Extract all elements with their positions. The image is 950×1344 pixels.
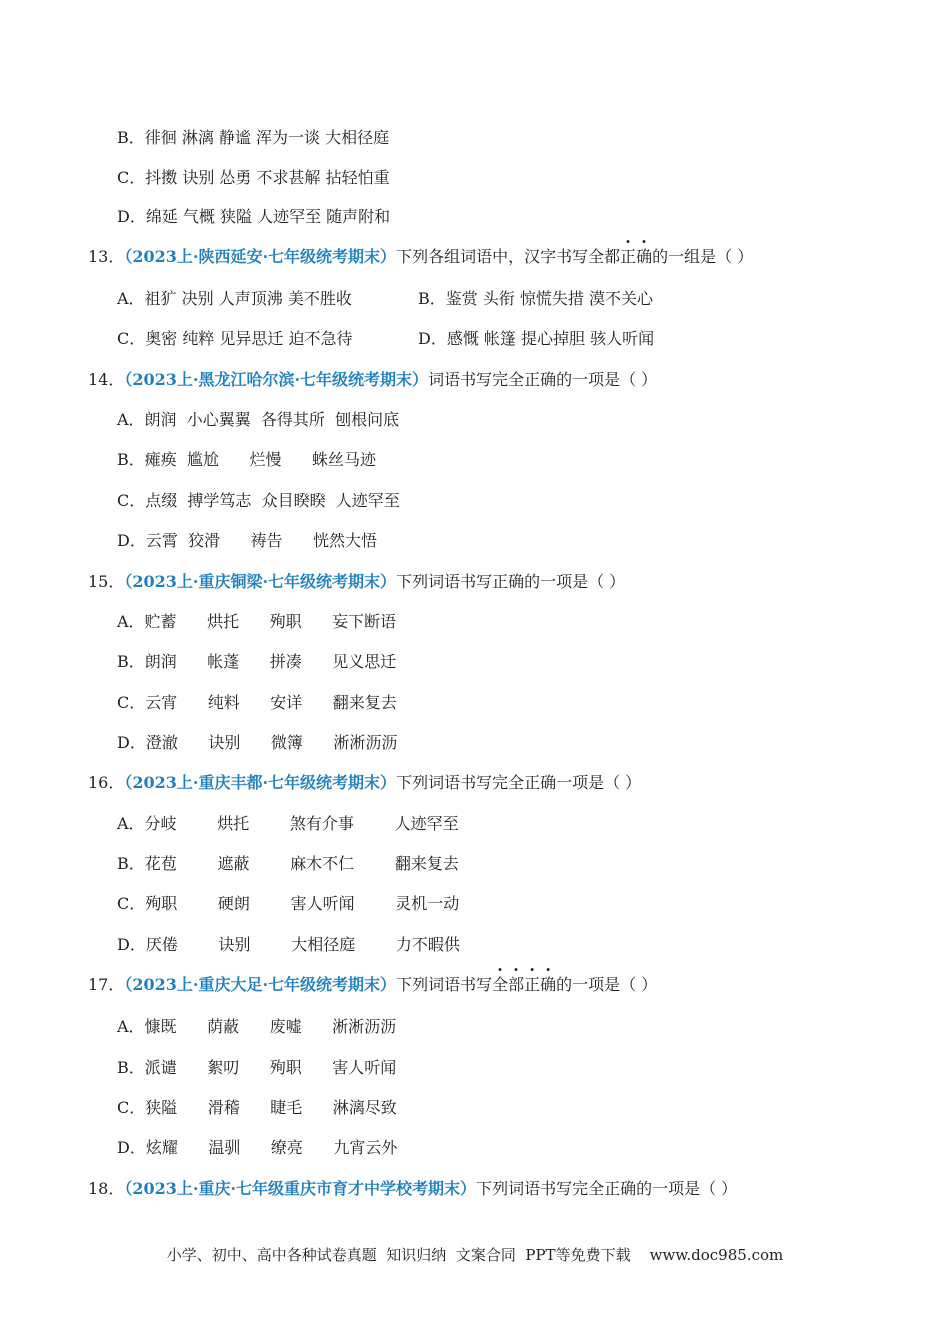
q14-option-c: C．点缀 搏学笃志 众目睽睽 人迹罕至: [117, 491, 400, 510]
q17-stem-text-a: 下列词语书写: [396, 975, 493, 994]
q16-source: （2023上·重庆丰都·七年级统考期末）: [124, 773, 397, 792]
q16-option-d: D．厌倦 诀别 大相径庭 力不暇供: [117, 935, 460, 954]
q17-stem: [88, 975, 657, 995]
q13-option-a: A．祖犷 决别 人声顶沸 美不胜收: [117, 289, 352, 308]
q14-stem-text: 词语书写完全正确的一项是（ ）: [428, 370, 658, 389]
q13-emphasis-char-1: 正: [620, 247, 637, 266]
q17-stem-text-b: 的一项是（ ）: [556, 975, 658, 994]
q15-option-b: B．朗润 帐蓬 拼凑 见义思迁: [117, 652, 397, 671]
q13-stem-text-a: 下列各组词语中，汉字书写全都: [396, 247, 621, 266]
q12-option-b: B．徘徊 淋漓 静谧 浑为一谈 大相径庭: [117, 128, 390, 147]
q12-option-c: C．抖擞 诀别 怂勇 不求甚解 拈轻怕重: [117, 168, 390, 187]
q15-number: 15．: [88, 572, 125, 591]
q17-emphasis-char-4: 确: [540, 975, 557, 994]
q17-source: （2023上·重庆大足·七年级统考期末）: [124, 975, 397, 994]
q16-option-a: A．分岐 烘托 煞有介事 人迹罕至: [117, 814, 459, 833]
q17-option-c: C．狭隘 滑稽 睫毛 淋漓尽致: [117, 1098, 397, 1117]
q14-option-a: A．朗润 小心翼翼 各得其所 刨根问底: [117, 410, 400, 429]
q16-option-c: C．殉职 硬朗 害人听闻 灵机一动: [117, 894, 460, 913]
q17-emphasis-char-3: 正: [524, 975, 541, 994]
q16-number: 16．: [88, 773, 125, 792]
q15-option-d: D．澄澈 诀别 微簿 淅淅沥沥: [117, 733, 398, 752]
q13-option-c: C．奥密 纯粹 见异思迁 迫不急待: [117, 329, 353, 348]
page-footer: 小学、初中、高中各种试卷真题 知识归纳 文案合同 PPT等免费下载 www.doc985.com: [166, 1246, 784, 1264]
q17-number: 17．: [88, 975, 125, 994]
q16-stem: [88, 773, 641, 793]
q18-source: （2023上·重庆·七年级重庆市育才中学校考期末）: [124, 1179, 477, 1198]
q17-option-a: A．慷既 荫蔽 废嘘 淅淅沥沥: [117, 1017, 397, 1036]
q14-source: （2023上·黑龙江哈尔滨·七年级统考期末）: [124, 370, 429, 389]
q13-stem-text-b: 的一组是（ ）: [652, 247, 754, 266]
q15-option-c: C．云宵 纯料 安详 翻来复去: [117, 693, 397, 712]
q18-number: 18．: [88, 1179, 125, 1198]
q13-source: （2023上·陕西延安·七年级统考期末）: [124, 247, 397, 266]
q16-option-b: B．花苞 遮蔽 麻木不仁 翻来复去: [117, 854, 459, 873]
q14-stem: [88, 370, 657, 390]
q15-stem: [88, 572, 625, 592]
q17-option-d: D．炫耀 温驯 缭亮 九宵云外: [117, 1138, 398, 1157]
q15-stem-text: 下列词语书写正确的一项是（ ）: [396, 572, 626, 591]
q13-stem: [88, 247, 753, 267]
q15-option-a: A．贮蓄 烘托 殉职 妄下断语: [117, 612, 397, 631]
q14-number: 14．: [88, 370, 125, 389]
q16-stem-text: 下列词语书写完全正确一项是（ ）: [396, 773, 642, 792]
q17-emphasis-char-1: 全: [492, 975, 509, 994]
q13-option-b: B．鉴赏 头衔 惊慌失措 漠不关心: [418, 289, 654, 308]
q14-option-d: D．云霄 狡滑 祷告 恍然大悟: [117, 531, 378, 550]
q14-option-b: B．瘫痪 尴尬 烂慢 蛛丝马迹: [117, 450, 376, 469]
q18-stem: [88, 1179, 737, 1199]
q13-emphasis-char-2: 确: [636, 247, 653, 266]
q18-stem-text: 下列词语书写完全正确的一项是（ ）: [476, 1179, 738, 1198]
q15-source: （2023上·重庆铜梁·七年级统考期末）: [124, 572, 397, 591]
q13-number: 13．: [88, 247, 125, 266]
q17-emphasis-char-2: 部: [508, 975, 525, 994]
q12-option-d: D．绵延 气概 狭隘 人迹罕至 随声附和: [117, 207, 391, 226]
q13-option-d: D．感慨 帐篷 提心掉胆 骇人听闻: [418, 329, 655, 348]
q17-option-b: B．派谴 絮叨 殉职 害人听闻: [117, 1058, 397, 1077]
